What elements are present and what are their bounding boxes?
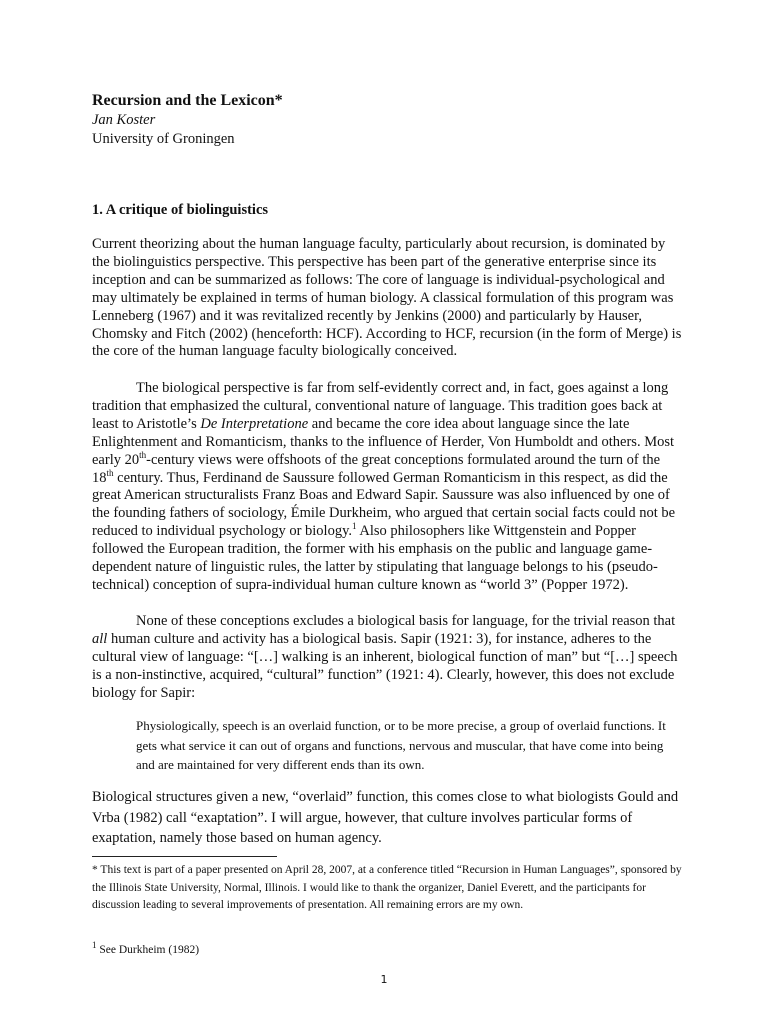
footnote-reference-1: 1 — [352, 521, 357, 532]
block-quote-sapir: Physiologically, speech is an overlaid function, or to be more precise, a group of overlaid functions. It gets what service it can out of organs and functions, nervous and muscular, that have come into being and are maintained for very different ends than its own. — [136, 718, 666, 773]
emphasis-all: all — [92, 630, 108, 647]
paragraph-3 — [92, 613, 682, 703]
footnote-1-mark: 1 — [92, 940, 97, 951]
paper-title: Recursion and the Lexicon* — [92, 92, 283, 109]
page-number: 1 — [380, 973, 388, 986]
footnote-separator — [92, 856, 277, 857]
book-title-de-interpretatione: De Interpretatione — [200, 415, 309, 432]
footnote-1-text: See Durkheim (1982) — [96, 944, 200, 956]
author-name: Jan Koster — [92, 112, 156, 128]
section-heading: 1. A critique of biolinguistics — [92, 202, 269, 218]
author-affiliation: University of Groningen — [92, 131, 235, 147]
paragraph-2-text-c: -century views were offshoots of the great conceptions formulated around the turn of the 18 — [92, 451, 661, 486]
footnote-1 — [92, 940, 200, 956]
paragraph-4: Biological structures given a new, “overlaid” function, this comes close to what biologists Gould and Vrba (1982) call “exaptation”. I will argue, however, that culture involves particular forms of exaptation, namely those based on human agency. — [92, 789, 679, 847]
paragraph-2-text-e: Also philosophers like Wittgenstein and Popper followed the European tradition, the former with his emphasis on the public and language game-dependent nature of linguistic rules, the latter by stipulating that language belongs to his (pseudo-technical) conception of supra-individual human culture known as “world 3” (Popper 1972). — [92, 523, 658, 593]
paragraph-3-text-a: None of these conceptions excludes a biological basis for language, for the trivial reason that — [136, 613, 676, 629]
paragraph-3-text-b: human culture and activity has a biological basis. Sapir (1921: 3), for instance, adheres to the cultural view of language: “[…] walking is an inherent, biological function of man” but “[…] speech is a non-instinctive, acquired, “cultural” function” (1921: 4). Clearly, however, this does not exclude biology for Sapir: — [92, 630, 678, 701]
paragraph-2-text-d: century. Thus, Ferdinand de Saussure followed German Romanticism in this respect, as did the great American structuralists Franz Boas and Edward Sapir. Saussure was also influenced by one of the founding fathers of sociology, Émile Durkheim, who argued that certain social facts could not be reduced to individual psychology or biology. — [92, 469, 676, 540]
paragraph-2-text-b: and became the core idea about language since the late Enlightenment and Romanticism, thanks to the influence of Herder, Von Humboldt and others. Most early 20 — [92, 415, 675, 468]
ordinal-superscript-20th: th — [139, 449, 147, 460]
footnote-star: * This text is part of a paper presented on April 28, 2007, at a conference titled “Recursion in Human Languages”, sponsored by the Illinois State University, Normal, Illinois. I would like to thank the organizer, Daniel Everett, and the participants for discussion leading to several improvements of presentation. All remaining errors are my own. — [92, 864, 682, 911]
paragraph-1: Current theorizing about the human language faculty, particularly about recursion, is dominated by the biolinguistics perspective. This perspective has been part of the generative enterprise since its inception and can be summarized as follows: The core of language is individual-psychological and may ultimately be explained in terms of human biology. A classical formulation of this program was Lenneberg (1967) and it was revitalized recently by Jenkins (2000) and particularly by Hauser, Chomsky and Fitch (2002) (henceforth: HCF). According to HCF, recursion (in the form of Merge) is the core of the human language faculty biologically conceived. — [92, 236, 682, 360]
ordinal-superscript-18th: th — [106, 467, 114, 478]
paragraph-2 — [92, 380, 682, 595]
paragraph-2-text-a: The biological perspective is far from self-evidently correct and, in fact, goes against a long tradition that emphasized the cultural, conventional nature of language. This tradition goes back at least to Aristotle’s — [92, 380, 669, 432]
